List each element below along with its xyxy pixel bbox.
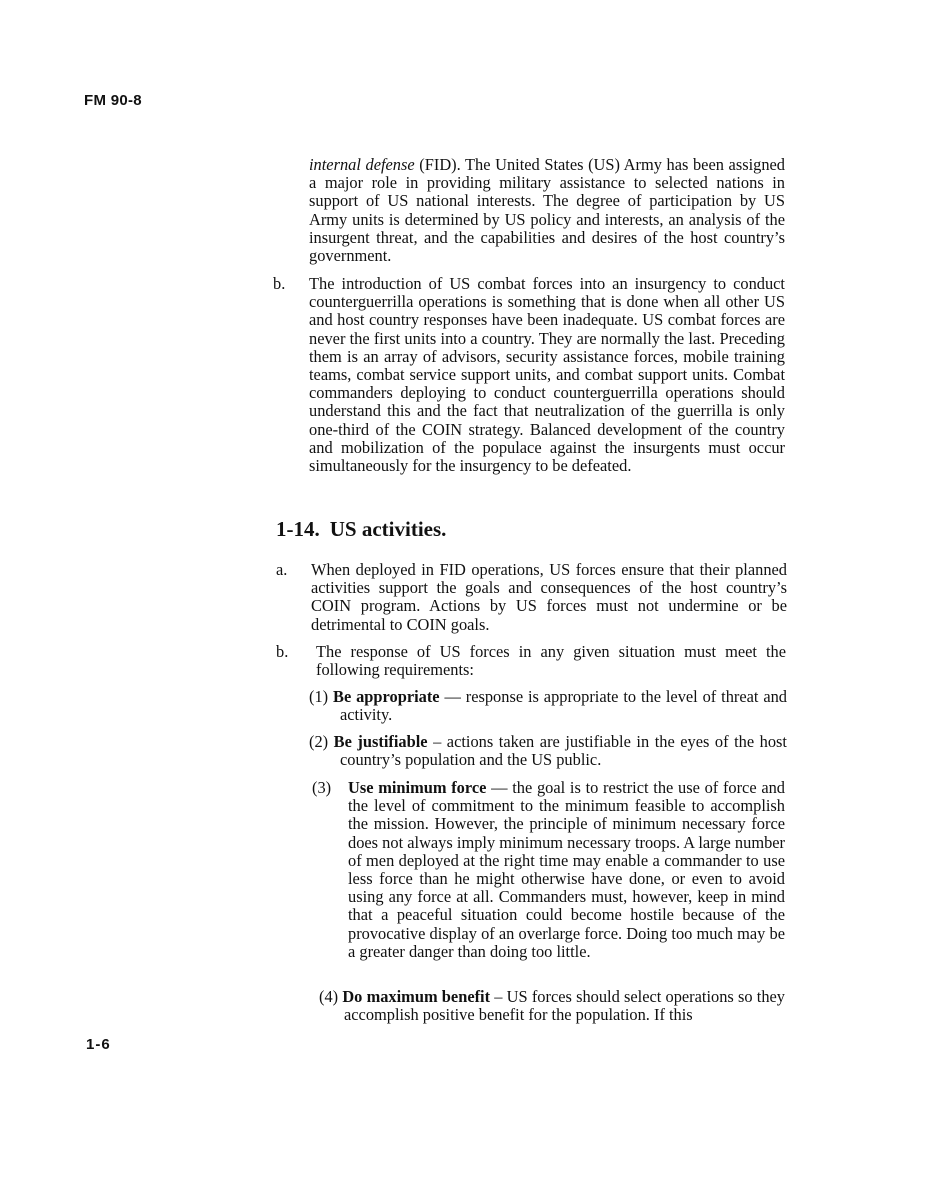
section-number: 1-14. [276, 517, 320, 541]
requirement-text: — the goal is to restrict the use of force and the level of commitment to the minimum feasible to accomplish the mission. However, the principle of minimum necessary force does not always imply minimum necessary troops. A large number of men deployed at the right time may enable a commander to use less force than he might otherwise have done, or even to avoid using any force at all. Commanders must, however, keep in mind that a peaceful situation could become hostile because of the provocative display of an overlarge force. Doing too much may be a greater danger than doing too little. [348, 778, 785, 961]
requirement-marker: (4) [319, 987, 339, 1006]
paragraph-b2: The response of US forces in any given situation must meet the following requirements: [316, 642, 786, 680]
paragraph-text: (FID). The United States (US) Army has been assigned a major role in providing military assistance to selected nations in support of US national interests. The degree of participation by US Army units is determined by US policy and interests, an analysis of the insurgent threat, and the capabilities and desires of the host country’s government. [309, 155, 785, 266]
requirement-term: Do maximum benefit [342, 987, 491, 1006]
requirement-text: – US forces should select operations so they accomplish positive benefit for the population. If this [344, 987, 785, 1025]
para-marker-b2: b. [276, 642, 289, 661]
document-code: FM 90-8 [84, 92, 142, 109]
page-number: 1-6 [86, 1036, 111, 1053]
para-marker-a: a. [276, 560, 288, 579]
section-title: US activities. [329, 517, 447, 541]
continued-paragraph [309, 156, 785, 265]
paragraph-b1: The introduction of US combat forces into an insurgency to conduct counterguerrilla operations is something that is done when all other US and host country responses have been inadequate. US combat forces are never the first units into a country. They are normally the last. Preceding them is an array of advisors, security assistance forces, mobile training teams, combat service support units, and combat support units. Combat commanders deploying to conduct counterguerrilla operations should understand this and the fact that neutralization of the guerrilla is only one-third of the COIN strategy. Balanced development of the country and mobilization of the populace against the insurgents must occur simultaneously for the insurgency to be defeated. [309, 274, 785, 476]
requirement-text: – actions taken are justifiable in the eyes of the host country’s population and the US public. [340, 732, 787, 770]
paragraph-a: When deployed in FID operations, US forces ensure that their planned activities support the goals and consequences of the host country’s COIN program. Actions by US forces must not undermine or be detrimental to COIN goals. [311, 560, 787, 634]
section-heading [276, 517, 446, 542]
italic-term: internal defense [309, 155, 415, 174]
requirement-item [348, 779, 785, 961]
requirement-item [309, 688, 787, 724]
requirement-term: Be justifiable [333, 732, 428, 751]
requirement-marker: (3) [312, 778, 332, 797]
requirement-marker: (2) [309, 732, 329, 751]
para-marker-b1: b. [273, 274, 286, 293]
requirement-item [309, 733, 787, 769]
requirement-marker: (1) [309, 687, 329, 706]
requirement-text: — response is appropriate to the level of threat and activity. [340, 687, 787, 725]
requirement-term: Be appropriate [333, 687, 440, 706]
requirement-item [319, 988, 785, 1024]
requirement-term: Use minimum force [348, 778, 487, 797]
